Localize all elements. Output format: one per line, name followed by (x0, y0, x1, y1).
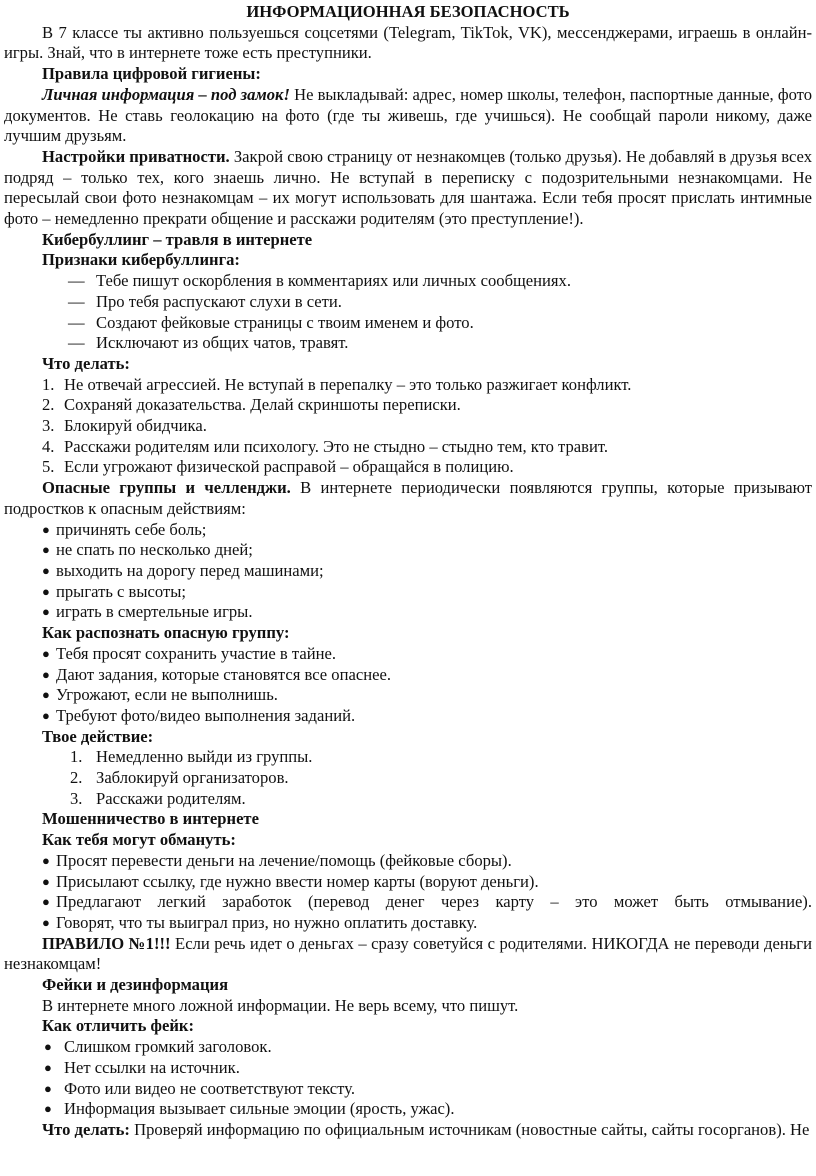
dangerous-groups-label: Опасные группы и челленджи. (42, 478, 291, 498)
page-title: ИНФОРМАЦИОННАЯ БЕЗОПАСНОСТЬ (246, 2, 570, 21)
list-item: ● Нет ссылки на источник. (44, 1057, 240, 1077)
cyberbullying-heading: Кибербуллинг – травля в интернете (42, 229, 313, 249)
fakes-paragraph: В интернете много ложной информации. Не верь всему, что пишут. (42, 995, 519, 1015)
list-item: 5. Если угрожают физической расправой – обращайся в полицию. (42, 457, 514, 477)
list-item: 1. Не отвечай агрессией. Не вступай в перепалку – это только разжигает конфликт. (42, 374, 632, 394)
personal-info-text: Не выкладывай: адрес, номер школы, телефон, паспортные данные, фото документов. Не ставь геолокацию на фото (где ты живешь, где учишься). Не сообщай пароли никому, даже лучшим друзьям. (4, 84, 812, 146)
recognize-group-heading: Как распознать опасную группу: (42, 623, 290, 643)
list-item: ● не спать по несколько дней; (42, 540, 253, 560)
list-item: ● Фото или видео не соответствуют тексту. (44, 1078, 355, 1098)
personal-info-label: Личная информация – под замок! (42, 84, 290, 104)
dangerous-groups-paragraph: Опасные группы и челленджи. В интернете периодически появляются группы, которые призывают подростков к опасным действиям: (4, 478, 812, 518)
your-action-heading: Твое действие: (42, 726, 154, 746)
list-item: — Тебе пишут оскорбления в комментариях или личных сообщениях. (68, 271, 572, 291)
rule-label: ПРАВИЛО №1!!! (42, 933, 171, 953)
list-item: 1. Немедленно выйди из группы. (70, 747, 313, 767)
list-item: ● Говорят, что ты выиграл приз, но нужно оплатить доставку. (42, 912, 478, 932)
fakes-heading: Фейки и дезинформация (42, 975, 229, 995)
list-item: ● Просят перевести деньги на лечение/помощь (фейковые сборы). (42, 850, 512, 870)
list-item: — Исключают из общих чатов, травят. (68, 333, 349, 353)
cyberbullying-actions-heading: Что делать: (42, 353, 130, 373)
list-item: ● Информация вызывает сильные эмоции (ярость, ужас). (44, 1099, 455, 1119)
list-item: 2. Сохраняй доказательства. Делай скриншоты переписки. (42, 395, 461, 415)
list-item: 3. Расскажи родителям. (70, 788, 246, 808)
list-item: ● Дают задания, которые становятся все опаснее. (42, 664, 391, 684)
list-item: ● Присылают ссылку, где нужно ввести номер карты (воруют деньги). (42, 871, 539, 891)
list-item: ● играть в смертельные игры. (42, 602, 253, 622)
list-item: ● выходить на дорогу перед машинами; (42, 560, 324, 580)
list-item: — Создают фейковые страницы с твоим именем и фото. (68, 312, 474, 332)
list-item: ● Тебя просят сохранить участие в тайне. (42, 643, 336, 663)
personal-info-paragraph (4, 85, 812, 147)
fraud-heading: Мошенничество в интернете (42, 809, 259, 829)
list-item: ● Слишком громкий заголовок. (44, 1037, 272, 1057)
fakes-distinguish-heading: Как отличить фейк: (42, 1016, 194, 1036)
list-item: ● прыгать с высоты; (42, 581, 186, 601)
intro-paragraph: В 7 классе ты активно пользуешься соцсетями (Telegram, TikTok, VK), мессенджерами, играешь в онлайн-игры. Знай, что в интернете тоже есть преступники. (4, 22, 812, 63)
cyberbullying-signs-heading: Признаки кибербуллинга: (42, 250, 240, 270)
privacy-text: Закрой свою страницу от незнакомцев (только друзья). Не добавляй в друзья всех подряд – только тех, кого знаешь лично. Не вступай в переписку с подозрительными незнакомцами. Не пересылай свои фото незнакомцам – их могут использовать для шантажа. Если тебя просят прислать интимные фото – немедленно прекрати общение и расскажи родителям (это преступление!). (4, 146, 812, 229)
fakes-todo-paragraph: Что делать: Проверяй информацию по официальным источникам (новостные сайты, сайты госорганов). Не (42, 1119, 810, 1139)
list-item: 2. Заблокируй организаторов. (70, 768, 289, 788)
privacy-paragraph (4, 147, 812, 230)
hygiene-heading: Правила цифровой гигиены: (42, 64, 261, 84)
list-item: ● Требуют фото/видео выполнения заданий. (42, 705, 356, 725)
fraud-how-heading: Как тебя могут обмануть: (42, 830, 236, 850)
rule-paragraph: ПРАВИЛО №1!!! Если речь идет о деньгах – сразу советуйся с родителями. НИКОГДА не переводи деньги незнакомцам! (4, 933, 812, 974)
list-item: 4. Расскажи родителям или психологу. Это не стыдно – стыдно тем, кто травит. (42, 436, 609, 456)
list-item: — Про тебя распускают слухи в сети. (68, 291, 342, 311)
list-item: ● Угрожают, если не выполнишь. (42, 685, 278, 705)
fakes-todo-label: Что делать: (42, 1119, 130, 1139)
list-item: 3. Блокируй обидчика. (42, 416, 207, 436)
privacy-label: Настройки приватности. (42, 146, 230, 166)
list-item: ● Предлагают легкий заработок (перевод денег через карту – это может быть отмывание). (42, 892, 812, 912)
list-item: ● причинять себе боль; (42, 519, 207, 539)
